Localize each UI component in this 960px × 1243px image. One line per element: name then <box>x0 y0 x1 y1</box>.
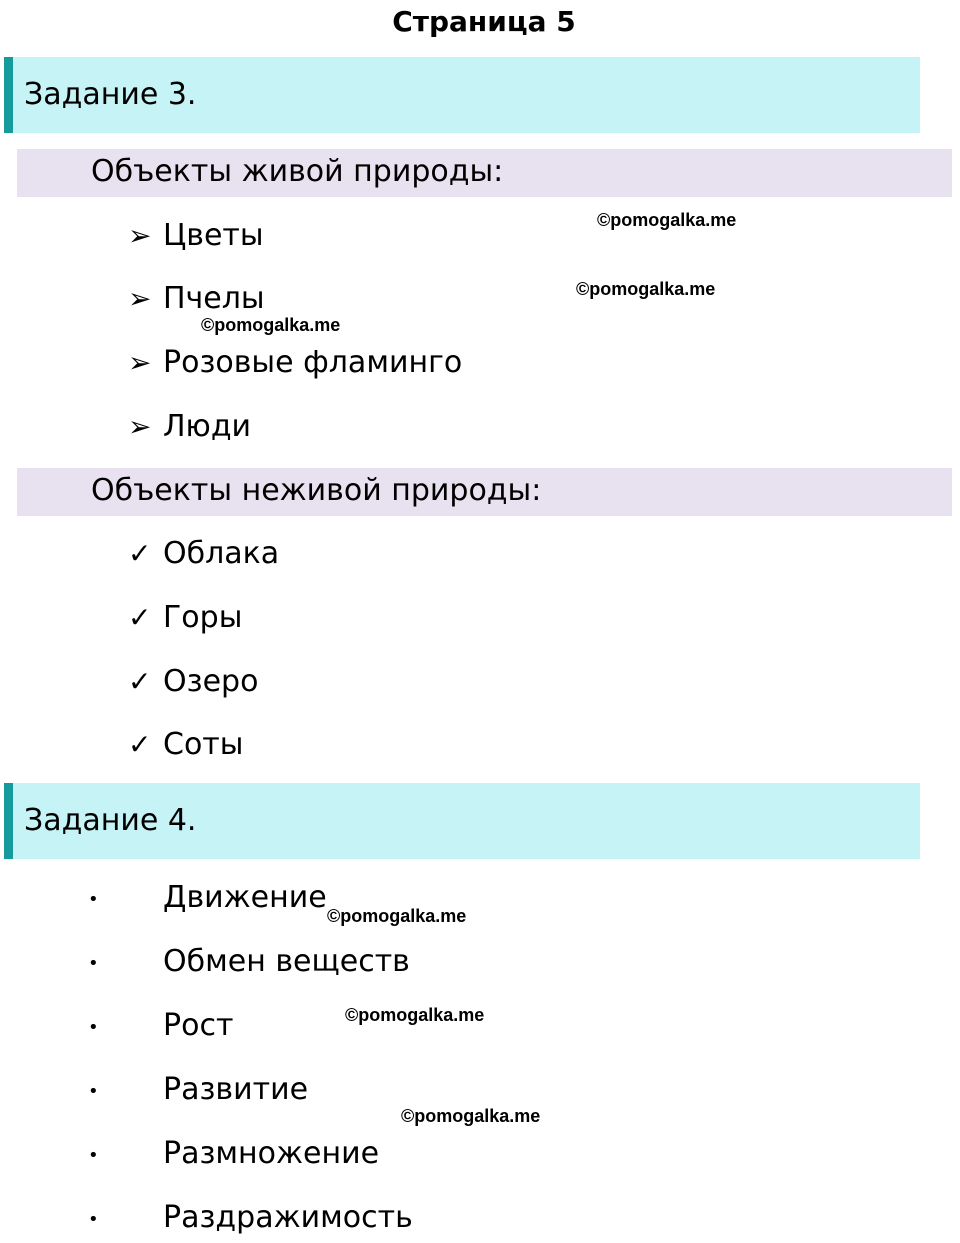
list-item-label: Размножение <box>163 1136 380 1171</box>
watermark: ©pomogalka.me <box>597 210 737 230</box>
list-item <box>88 1132 379 1176</box>
nonliving-objects-heading: Объекты неживой природы: <box>91 473 542 508</box>
bullet-icon: • <box>88 889 99 910</box>
list-item-label: Озеро <box>163 664 259 699</box>
watermark: ©pomogalka.me <box>345 1005 485 1025</box>
list-item <box>128 405 251 449</box>
list-item <box>128 532 279 576</box>
list-item <box>128 660 258 704</box>
list-item-label: Облака <box>163 536 280 571</box>
task-4-header <box>4 783 920 859</box>
list-item-label: Розовые фламинго <box>163 345 463 380</box>
bullet-icon: • <box>88 1209 99 1230</box>
living-objects-heading-band <box>17 149 952 197</box>
watermark: ©pomogalka.me <box>401 1106 541 1126</box>
arrow-bullet-icon: ➢ <box>128 282 152 315</box>
list-item-label: Цветы <box>163 218 264 253</box>
list-item-label: Горы <box>163 600 243 635</box>
list-item-label: Раздражимость <box>163 1200 413 1235</box>
bullet-icon: • <box>88 1081 99 1102</box>
living-objects-heading: Объекты живой природы: <box>91 154 504 189</box>
checkmark-icon: ✓ <box>128 728 152 761</box>
list-item <box>128 723 243 767</box>
list-item <box>88 940 410 984</box>
page-title: Страница 5 <box>392 5 576 38</box>
task-4-title: Задание 4. <box>24 803 197 838</box>
list-item-label: Обмен веществ <box>163 944 410 979</box>
checkmark-icon: ✓ <box>128 537 152 570</box>
watermark: ©pomogalka.me <box>201 315 341 335</box>
checkmark-icon: ✓ <box>128 665 152 698</box>
bullet-icon: • <box>88 1017 99 1038</box>
list-item-label: Рост <box>163 1008 234 1043</box>
list-item-label: Соты <box>163 727 244 762</box>
list-item <box>88 1004 233 1048</box>
list-item <box>88 1196 413 1240</box>
bullet-icon: • <box>88 1145 99 1166</box>
list-item <box>128 596 242 640</box>
list-item-label: Развитие <box>163 1072 309 1107</box>
watermark: ©pomogalka.me <box>327 906 467 926</box>
task-3-title: Задание 3. <box>24 77 197 112</box>
list-item-label: Пчелы <box>163 281 265 316</box>
nonliving-objects-heading-band <box>17 468 952 516</box>
task-3-header <box>4 57 920 133</box>
checkmark-icon: ✓ <box>128 601 152 634</box>
list-item <box>88 876 327 920</box>
arrow-bullet-icon: ➢ <box>128 219 152 252</box>
watermark: ©pomogalka.me <box>576 279 716 299</box>
list-item-label: Движение <box>163 880 327 915</box>
bullet-icon: • <box>88 953 99 974</box>
arrow-bullet-icon: ➢ <box>128 346 152 379</box>
list-item <box>128 341 462 385</box>
list-item-label: Люди <box>163 409 252 444</box>
arrow-bullet-icon: ➢ <box>128 410 152 443</box>
list-item <box>128 214 264 258</box>
list-item <box>88 1068 308 1112</box>
